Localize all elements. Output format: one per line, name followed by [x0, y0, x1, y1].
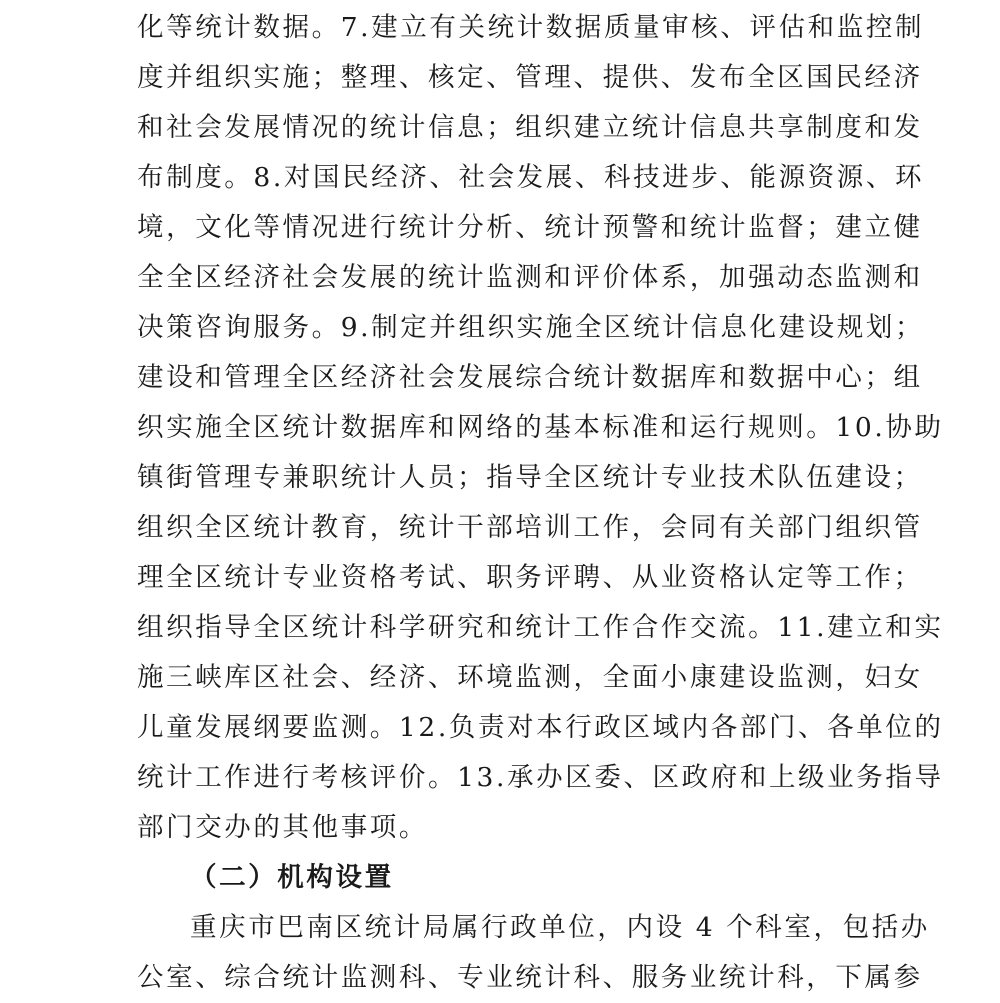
body-text-line: 全全区经济社会发展的统计监测和评价体系，加强动态监测和 [137, 262, 923, 293]
paragraph-first-line: 重庆市巴南区统计局属行政单位，内设 4 个科室，包括办 [190, 912, 930, 943]
body-text-line: 建设和管理全区经济社会发展综合统计数据库和数据中心；组 [137, 362, 923, 393]
body-text-line: 布制度。8.对国民经济、社会发展、科技进步、能源资源、环 [137, 162, 925, 193]
body-text-line: 施三峡库区社会、经济、环境监测，全面小康建设监测，妇女 [137, 662, 923, 693]
body-text-line: 组织全区统计教育，统计干部培训工作，会同有关部门组织管 [137, 512, 923, 543]
body-text-line: 理全区统计专业资格考试、职务评聘、从业资格认定等工作； [137, 562, 923, 593]
body-text-line: 织实施全区统计数据库和网络的基本标准和运行规则。10.协助 [137, 412, 944, 443]
body-text-line: 决策咨询服务。9.制定并组织实施全区统计信息化建设规划； [137, 312, 925, 343]
body-text-line: 部门交办的其他事项。 [137, 812, 428, 843]
body-text-line: 和社会发展情况的统计信息；组织建立统计信息共享制度和发 [137, 112, 923, 143]
body-text-line: 统计工作进行考核评价。13.承办区委、区政府和上级业务指导 [137, 762, 944, 793]
body-text-line: 度并组织实施；整理、核定、管理、提供、发布全区国民经济 [137, 62, 923, 93]
body-text-line: 化等统计数据。7.建立有关统计数据质量审核、评估和监控制 [137, 12, 925, 43]
body-text-line: 儿童发展纲要监测。12.负责对本行政区域内各部门、各单位的 [137, 712, 944, 743]
body-text-line: 公室、综合统计监测科、专业统计科、服务业统计科，下属参 [137, 962, 923, 993]
body-text-line: 组织指导全区统计科学研究和统计工作合作交流。11.建立和实 [137, 612, 944, 643]
body-text-line: 境，文化等情况进行统计分析、统计预警和统计监督；建立健 [137, 212, 923, 243]
section-heading: （二）机构设置 [190, 862, 394, 893]
body-text-line: 镇街管理专兼职统计人员；指导全区统计专业技术队伍建设； [137, 462, 923, 493]
